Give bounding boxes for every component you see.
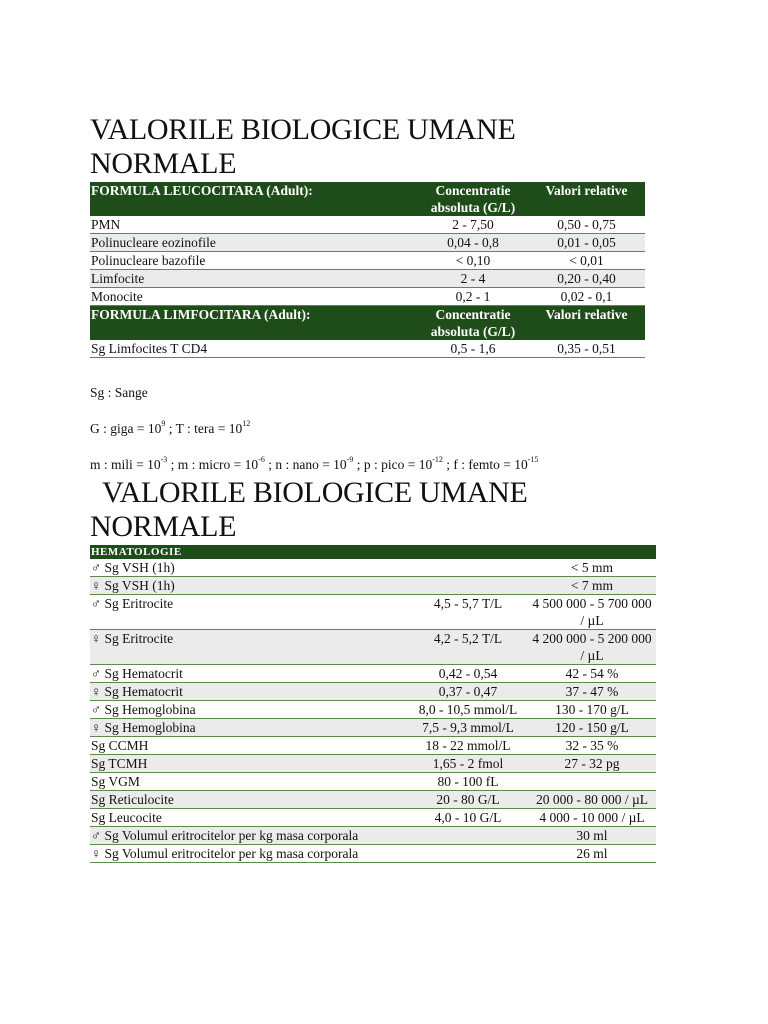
table-row [90, 845, 656, 863]
row-conventional-value [528, 773, 656, 791]
row-absolute: 0,5 - 1,6 [418, 340, 528, 358]
row-name: ♂ Sg Volumul eritrocitelor per kg masa corporala [90, 827, 408, 845]
row-name: Sg Limfocites T CD4 [90, 340, 418, 358]
row-si-value [408, 577, 528, 595]
row-relative: 0,01 - 0,05 [528, 234, 645, 252]
section1-title-line2: NORMALE [90, 147, 237, 180]
row-si-value: 0,42 - 0,54 [408, 665, 528, 683]
row-conventional-value: < 7 mm [528, 577, 656, 595]
row-name: ♂ Sg VSH (1h) [90, 559, 408, 577]
row-si-value: 7,5 - 9,3 mmol/L [408, 719, 528, 737]
row-conventional-value: 26 ml [528, 845, 656, 863]
table-row [90, 630, 656, 665]
row-si-value: 8,0 - 10,5 mmol/L [408, 701, 528, 719]
row-absolute: 0,2 - 1 [418, 288, 528, 306]
hematology-table [90, 545, 656, 863]
header-concentration: Concentratie absoluta (G/L) [418, 306, 528, 341]
table-row [90, 719, 656, 737]
row-name: ♂ Sg Hematocrit [90, 665, 408, 683]
row-conventional-value: 120 - 150 g/L [528, 719, 656, 737]
row-si-value [408, 845, 528, 863]
header-concentration: Concentratie absoluta (G/L) [418, 182, 528, 216]
row-conventional-value: 4 200 000 - 5 200 000 / µL [528, 630, 656, 665]
row-absolute: 2 - 4 [418, 270, 528, 288]
table-row [90, 252, 645, 270]
row-relative: 0,35 - 0,51 [528, 340, 645, 358]
section2-title-line1: VALORILE BIOLOGICE UMANE [102, 476, 528, 509]
table-row [90, 773, 656, 791]
table-row [90, 683, 656, 701]
table-row [90, 577, 656, 595]
row-name: PMN [90, 216, 418, 234]
row-relative: < 0,01 [528, 252, 645, 270]
table-row [90, 737, 656, 755]
table-row [90, 234, 645, 252]
table-row [90, 340, 645, 358]
table-row [90, 559, 656, 577]
note-prefixes: m : mili = $10^{-3}$ ; m : micro = $10^{-6}$ ; n : nano = $10^{-9}$ ; p : pico = $10^{-12}$ ; f : femto = $10^{-15}$ [90, 455, 539, 472]
table-row [90, 701, 656, 719]
hematology-header-row [90, 545, 656, 559]
note-sange: Sg : Sange [90, 385, 148, 400]
header-relative: Valori relative [528, 306, 645, 341]
section1-title-line1: VALORILE BIOLOGICE UMANE [90, 113, 516, 146]
row-si-value: 0,37 - 0,47 [408, 683, 528, 701]
row-si-value: 18 - 22 mmol/L [408, 737, 528, 755]
row-conventional-value: 42 - 54 % [528, 665, 656, 683]
row-name: Sg VGM [90, 773, 408, 791]
row-conventional-value: < 5 mm [528, 559, 656, 577]
row-absolute: < 0,10 [418, 252, 528, 270]
table-header-row [90, 306, 645, 341]
table-row [90, 665, 656, 683]
row-name: ♂ Sg Eritrocite [90, 595, 408, 630]
row-conventional-value: 27 - 32 pg [528, 755, 656, 773]
row-si-value: 20 - 80 G/L [408, 791, 528, 809]
table-row [90, 288, 645, 306]
table-row [90, 270, 645, 288]
row-relative: 0,50 - 0,75 [528, 216, 645, 234]
row-name: Sg Reticulocite [90, 791, 408, 809]
row-si-value: 4,0 - 10 G/L [408, 809, 528, 827]
section1-title [90, 113, 650, 181]
section2-title [90, 476, 650, 544]
row-name: Polinucleare bazofile [90, 252, 418, 270]
table-row [90, 595, 656, 630]
row-name: ♂ Sg Hemoglobina [90, 701, 408, 719]
row-name: ♀ Sg VSH (1h) [90, 577, 408, 595]
table-row [90, 755, 656, 773]
row-si-value: 4,5 - 5,7 T/L [408, 595, 528, 630]
note-giga-tera: G : giga = $10^9$ ; T : tera = $10^{12}$ [90, 419, 251, 436]
row-relative: 0,20 - 0,40 [528, 270, 645, 288]
row-name: Polinucleare eozinofile [90, 234, 418, 252]
section2-title-line2: NORMALE [90, 510, 237, 543]
header-label: FORMULA LEUCOCITARA (Adult): [90, 182, 418, 216]
header-label: FORMULA LIMFOCITARA (Adult): [90, 306, 418, 341]
row-conventional-value: 4 500 000 - 5 700 000 / µL [528, 595, 656, 630]
row-si-value [408, 827, 528, 845]
row-conventional-value: 20 000 - 80 000 / µL [528, 791, 656, 809]
row-conventional-value: 32 - 35 % [528, 737, 656, 755]
row-name: Limfocite [90, 270, 418, 288]
row-relative: 0,02 - 0,1 [528, 288, 645, 306]
row-absolute: 0,04 - 0,8 [418, 234, 528, 252]
row-name: ♀ Sg Hematocrit [90, 683, 408, 701]
row-absolute: 2 - 7,50 [418, 216, 528, 234]
table-row [90, 827, 656, 845]
leucocyte-table [90, 182, 645, 358]
row-conventional-value: 30 ml [528, 827, 656, 845]
row-name: ♀ Sg Eritrocite [90, 630, 408, 665]
row-name: Monocite [90, 288, 418, 306]
row-si-value [408, 559, 528, 577]
table-row [90, 791, 656, 809]
hematology-header: HEMATOLOGIE [90, 545, 656, 559]
row-conventional-value: 130 - 170 g/L [528, 701, 656, 719]
table-header-row [90, 182, 645, 216]
row-name: Sg TCMH [90, 755, 408, 773]
row-si-value: 80 - 100 fL [408, 773, 528, 791]
row-name: ♀ Sg Hemoglobina [90, 719, 408, 737]
table-row [90, 216, 645, 234]
header-relative: Valori relative [528, 182, 645, 216]
row-si-value: 4,2 - 5,2 T/L [408, 630, 528, 665]
row-conventional-value: 4 000 - 10 000 / µL [528, 809, 656, 827]
row-name: ♀ Sg Volumul eritrocitelor per kg masa corporala [90, 845, 408, 863]
row-conventional-value: 37 - 47 % [528, 683, 656, 701]
row-name: Sg CCMH [90, 737, 408, 755]
table-row [90, 809, 656, 827]
row-si-value: 1,65 - 2 fmol [408, 755, 528, 773]
row-name: Sg Leucocite [90, 809, 408, 827]
